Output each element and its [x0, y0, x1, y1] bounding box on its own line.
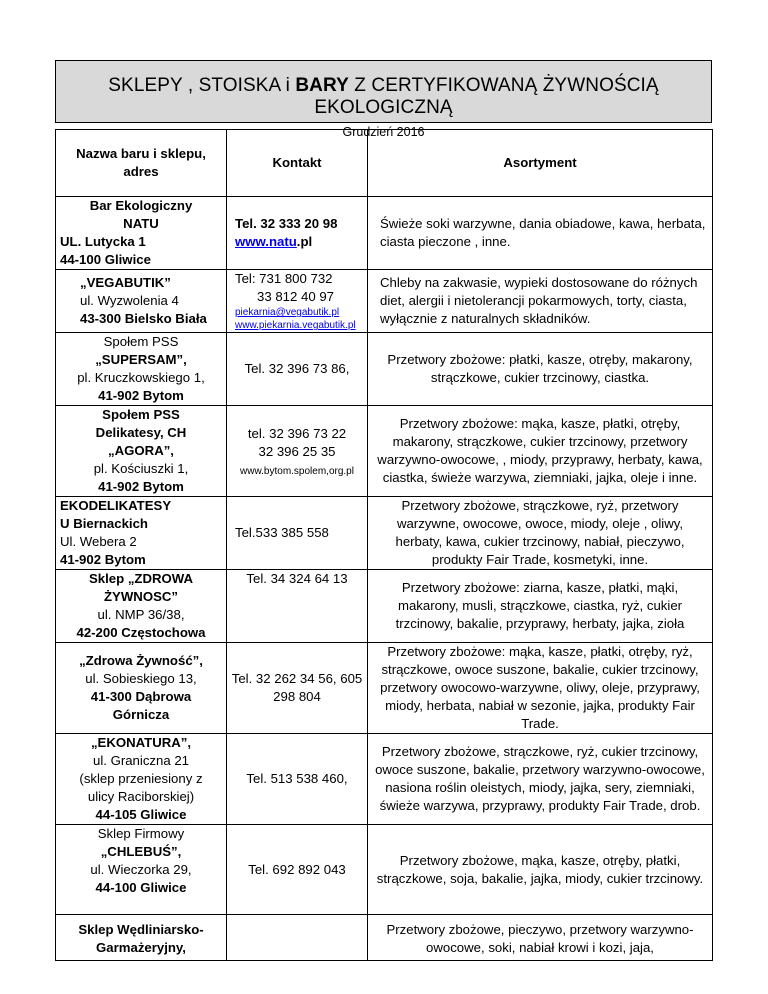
assortment-cell: Przetwory zbożowe: mąka, kasze, płatki, otręby, ryż, strączkowe, owoce suszone, bakalie, cukier trzcinowy, przetwory owocowo-warzywne, oliwy, oleje, przyprawy, miody, herbata, nabiał w sezonie, jajka, produkty Fair Trade. [368, 643, 713, 734]
shop-name-cell: „Zdrowa Żywność”, ul. Sobieskiego 13, 41-300 Dąbrowa Górnicza [56, 643, 227, 734]
contact-cell: Tel. 32 396 73 86, [227, 333, 368, 406]
table-row [56, 333, 713, 406]
table-row [56, 915, 713, 961]
assortment-cell: Świeże soki warzywne, dania obiadowe, kawa, herbata, ciasta pieczone , inne. [368, 197, 713, 270]
contact-cell: Tel. 34 324 64 13 [227, 570, 368, 643]
contact-cell: Tel. 513 538 460, [227, 734, 368, 825]
table-row [56, 197, 713, 270]
email-link[interactable]: piekarnia@vegabutik.pl [235, 307, 340, 318]
contact-cell: Tel. 32 262 34 56, 605 298 804 [227, 643, 368, 734]
website-link[interactable]: www.piekarnia.vegabutik.pl [235, 320, 356, 331]
contact-cell: Tel.533 385 558 [227, 497, 368, 570]
assortment-cell: Przetwory zbożowe: płatki, kasze, otręby, makarony, strączkowe, cukier trzcinowy, ciastka. [368, 333, 713, 406]
assortment-cell: Przetwory zbożowe: ziarna, kasze, płatki, mąki, makarony, musli, strączkowe, ciastka, ryż, cukier trzcinowy, bakalie, przyprawy, herbaty, jajka, zioła [368, 570, 713, 643]
assortment-cell: Przetwory zbożowe, strączkowe, ryż, cukier trzcinowy, owoce suszone, bakalie, przetwory warzywno-owocowe, nasiona roślin oleistych, miody, jajka, sery, ziemniaki, świeże warzywa, przyprawy, produkty Fair Trade, drob. [368, 734, 713, 825]
assortment-cell: Przetwory zbożowe, pieczywo, przetwory warzywno-owocowe, soki, nabiał krowi i kozi, jaja, [368, 915, 713, 961]
table-row [56, 497, 713, 570]
shop-name-cell: Społem PSS „SUPERSAM”, pl. Kruczkowskiego 1, 41-902 Bytom [56, 333, 227, 406]
assortment-cell: Przetwory zbożowe, strączkowe, ryż, przetwory warzywne, owocowe, owoce, miody, oleje , oliwy, herbaty, kawa, cukier trzcinowy, nabiał, pieczywo, produkty Fair Trade, kosmetyki, inne. [368, 497, 713, 570]
contact-cell: Tel. 32 333 20 98 www.natu.pl [227, 197, 368, 270]
table-row [56, 270, 713, 333]
shop-name-cell: Sklep Firmowy „CHLEBUŚ”, ul. Wieczorka 29, 44-100 Gliwice [56, 825, 227, 915]
shop-name-cell: Społem PSS Delikatesy, CH „AGORA”, pl. Kościuszki 1, 41-902 Bytom [56, 406, 227, 497]
shop-name-cell: EKODELIKATESY U Biernackich Ul. Webera 2 41-902 Bytom [56, 497, 227, 570]
shop-name-cell: „EKONATURA”, ul. Graniczna 21 (sklep przeniesiony z ulicy Raciborskiej) 44-105 Gliwice [56, 734, 227, 825]
contact-cell: tel. 32 396 73 22 32 396 25 35 www.bytom.spolem,org.pl [227, 406, 368, 497]
website-text: www.bytom.spolem,org.pl [240, 465, 354, 477]
column-header-name: Nazwa baru i sklepu, adres [56, 130, 227, 197]
shop-name-cell: „VEGABUTIK” ul. Wyzwolenia 4 43-300 Bielsko Biała [56, 270, 227, 333]
contact-cell: Tel. 692 892 043 [227, 825, 368, 915]
shops-table [55, 129, 713, 961]
shop-name-cell: Bar Ekologiczny NATU UL. Lutycka 1 44-100 Gliwice [56, 197, 227, 270]
document-header [55, 60, 712, 139]
website-link[interactable]: www.natu [235, 234, 297, 249]
table-row [56, 825, 713, 915]
shop-name-cell: Sklep „ZDROWA ŻYWNOSC” ul. NMP 36/38, 42-200 Częstochowa [56, 570, 227, 643]
document-date: Grudzień 2016 [342, 125, 425, 139]
assortment-cell: Przetwory zbożowe: mąka, kasze, płatki, otręby, makarony, strączkowe, cukier trzcinowy, przetwory warzywno-owocowe, , miody, przyprawy, herbaty, kawa, ciastka, świeże warzywa, ziemniaki, jajka, oleje i inne. [368, 406, 713, 497]
table-row [56, 643, 713, 734]
shop-name-cell: Sklep Wędliniarsko- Garmażeryjny, [56, 915, 227, 961]
column-header-assortment: Asortyment [368, 130, 713, 197]
column-header-contact: Kontakt [227, 130, 368, 197]
table-row [56, 734, 713, 825]
table-row [56, 570, 713, 643]
assortment-cell: Przetwory zbożowe, mąka, kasze, otręby, płatki, strączkowe, soja, bakalie, jajka, miody, cukier trzcinowy. [368, 825, 713, 915]
table-row [56, 406, 713, 497]
assortment-cell: Chleby na zakwasie, wypieki dostosowane do różnych diet, alergii i nietolerancji pokarmowych, torty, ciasta, wyłącznie z naturalnych składników. [368, 270, 713, 333]
contact-cell [227, 915, 368, 961]
table-header-row [56, 130, 713, 197]
document-title: SKLEPY , STOISKA i BARY Z CERTYFIKOWANĄ ŻYWNOŚCIĄ EKOLOGICZNĄ [108, 75, 659, 118]
contact-cell: Tel: 731 800 732 33 812 40 97 piekarnia@vegabutik.pl www.piekarnia.vegabutik.pl [227, 270, 368, 333]
